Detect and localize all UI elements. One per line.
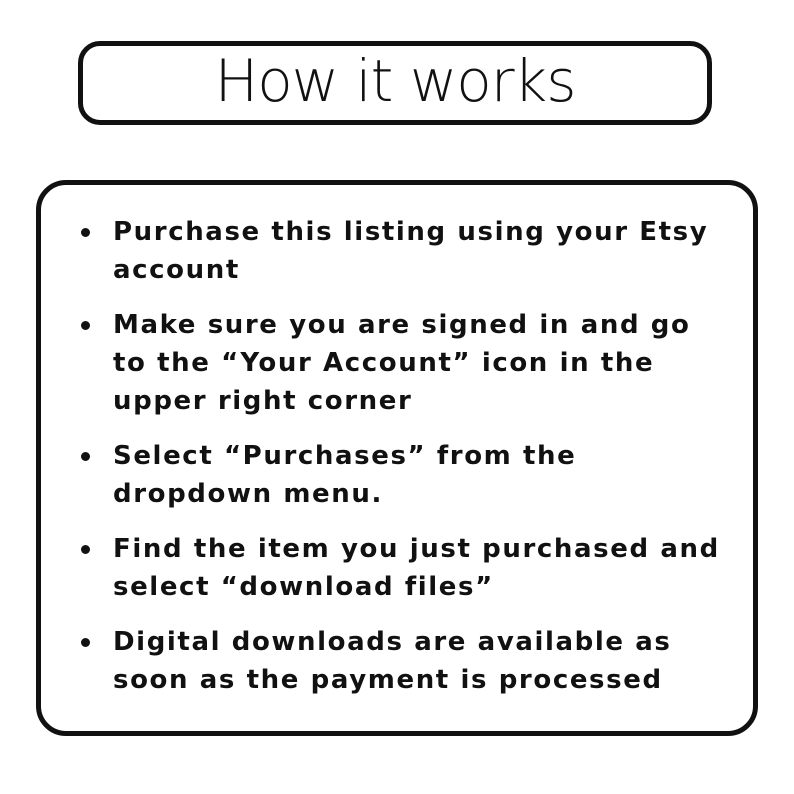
step-text: Digital downloads are available as soon as the payment is processed: [113, 627, 672, 695]
step-text: Make sure you are signed in and go to the “Your Account” icon in the upper right corner: [113, 310, 691, 416]
list-item: [81, 306, 733, 420]
list-item: [81, 530, 733, 606]
list-item: [81, 213, 733, 289]
bullet-icon: [81, 228, 90, 237]
bullet-icon: [81, 452, 90, 461]
page-title: How it works: [214, 47, 576, 115]
step-text: Purchase this listing using your Etsy account: [113, 217, 709, 285]
steps-list: [81, 213, 733, 716]
step-text: Find the item you just purchased and select “download files”: [113, 534, 720, 602]
list-item: [81, 623, 733, 699]
bullet-icon: [81, 638, 90, 647]
list-item: [81, 437, 733, 513]
bullet-icon: [81, 545, 90, 554]
step-text: Select “Purchases” from the dropdown menu.: [113, 441, 577, 509]
title-box: [78, 41, 712, 125]
instructions-box: [36, 180, 758, 736]
bullet-icon: [81, 321, 90, 330]
